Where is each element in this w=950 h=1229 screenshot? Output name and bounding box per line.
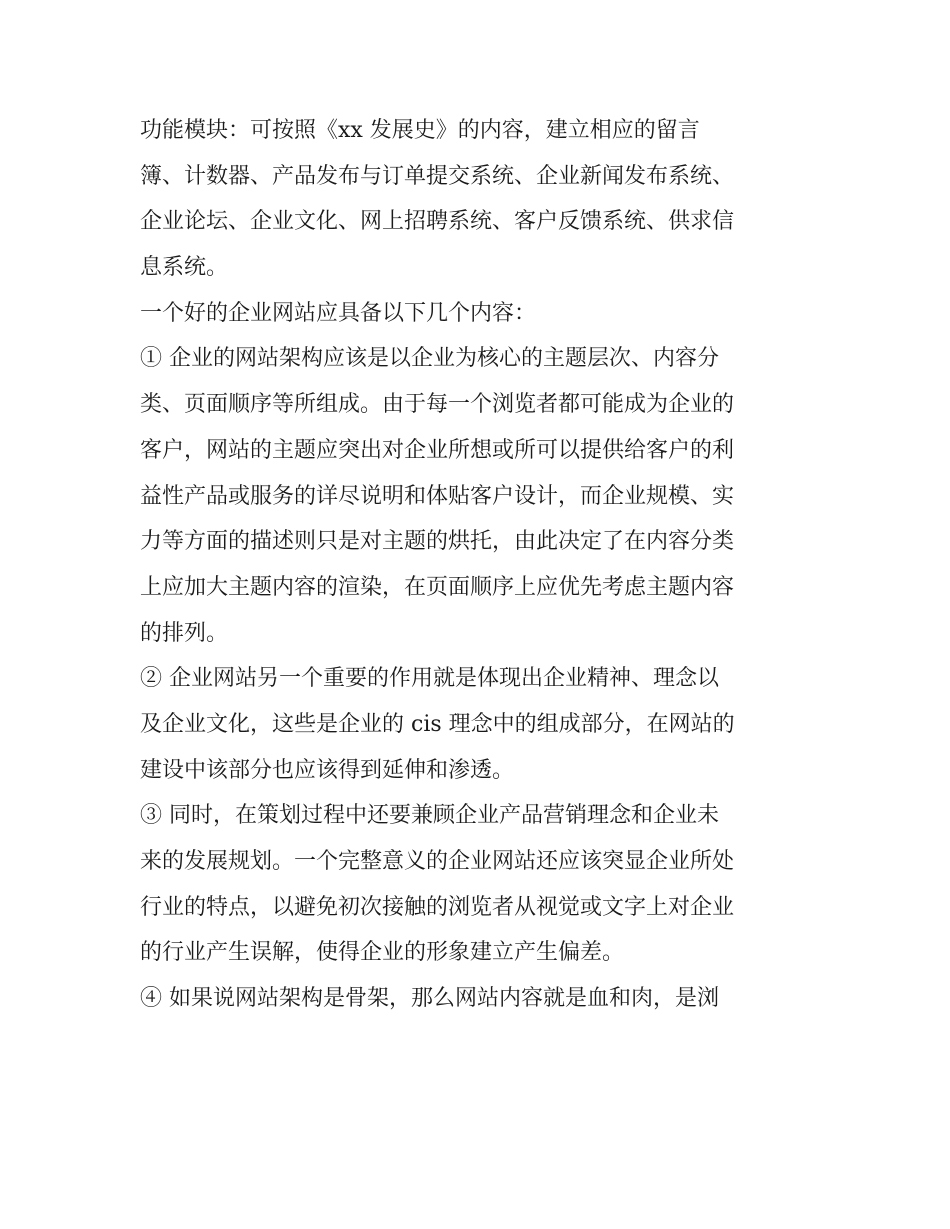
text-line: 的排列。: [140, 620, 229, 646]
text-line: ④ 如果说网站架构是骨架，那么网站内容就是血和肉，是浏: [140, 986, 719, 1012]
text-line: ③ 同时，在策划过程中还要兼顾企业产品营销理念和企业未: [140, 803, 719, 829]
text-line: ② 企业网站另一个重要的作用就是体现出企业精神、理念以: [140, 666, 719, 692]
text-line: 簿、计数器、产品发布与订单提交系统、企业新闻发布系统、: [140, 163, 735, 189]
text-line: 客户，网站的主题应突出对企业所想或所可以提供给客户的利: [140, 437, 735, 463]
text-line: 企业论坛、企业文化、网上招聘系统、客户反馈系统、供求信: [140, 209, 735, 235]
text-line: 行业的特点，以避免初次接触的浏览者从视觉或文字上对企业: [140, 894, 735, 920]
text-line: 类、页面顺序等所组成。由于每一个浏览者都可能成为企业的: [140, 392, 735, 418]
text-line: 建设中该部分也应该得到延伸和渗透。: [140, 757, 515, 783]
text-line: 来的发展规划。一个完整意义的企业网站还应该突显企业所处: [140, 849, 735, 874]
text-line: 及企业文化，这些是企业的 cis 理念中的组成部分，在网站的: [140, 711, 735, 737]
text-line: 力等方面的描述则只是对主题的烘托，由此决定了在内容分类: [140, 529, 735, 555]
text-line: 功能模块：可按照《xx 发展史》的内容，建立相应的留言: [140, 118, 700, 143]
text-line: 上应加大主题内容的渲染，在页面顺序上应优先考虑主题内容: [140, 574, 735, 600]
text-line: 息系统。: [140, 255, 229, 281]
text-line: 一个好的企业网站应具备以下几个内容：: [140, 300, 537, 326]
text-line: ① 企业的网站架构应该是以企业为核心的主题层次、内容分: [140, 346, 719, 372]
text-line: 的行业产生误解，使得企业的形象建立产生偏差。: [140, 940, 625, 966]
text-line: 益性产品或服务的详尽说明和体贴客户设计，而企业规模、实: [140, 483, 735, 509]
document-body: [140, 108, 820, 1022]
